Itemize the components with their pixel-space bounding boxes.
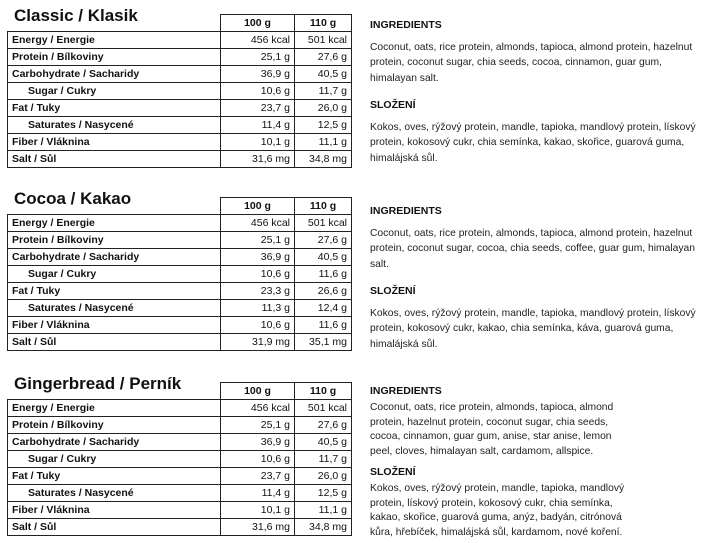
value-100g: 23,7 g bbox=[221, 100, 295, 117]
ingredients-text: Coconut, oats, rice protein, almonds, tapioca, almond protein, hazelnut protein, coconut sugar, chia seeds, cocoa, cinnamon, guar gum, anise, star anise, lemon peel, cloves, himalayan salt, cardamom, allspice. bbox=[370, 401, 614, 458]
value-110g: 11,1 g bbox=[295, 134, 352, 151]
column-100g: 100 g bbox=[221, 383, 295, 400]
row-label: Protein / Bílkoviny bbox=[8, 417, 221, 434]
product-title: Classic / Klasik bbox=[14, 6, 138, 25]
value-110g: 12,4 g bbox=[295, 300, 352, 317]
product-title: Gingerbread / Perník bbox=[14, 374, 182, 393]
table-row bbox=[8, 134, 352, 151]
column-100g: 100 g bbox=[221, 15, 295, 32]
ingredients-heading: INGREDIENTS bbox=[370, 19, 442, 31]
value-110g: 12,5 g bbox=[295, 117, 352, 134]
row-label: Sugar / Cukry bbox=[8, 451, 221, 468]
table-row bbox=[8, 317, 352, 334]
value-110g: 27,6 g bbox=[295, 49, 352, 66]
table-row bbox=[8, 434, 352, 451]
table-row bbox=[8, 215, 352, 232]
value-100g: 31,6 mg bbox=[221, 151, 295, 168]
value-110g: 501 kcal bbox=[295, 400, 352, 417]
table-row bbox=[8, 300, 352, 317]
ingredients-heading: INGREDIENTS bbox=[370, 205, 442, 217]
ingredients-block bbox=[370, 384, 626, 541]
column-100g: 100 g bbox=[221, 198, 295, 215]
product-cocoa bbox=[0, 183, 711, 363]
value-100g: 25,1 g bbox=[221, 49, 295, 66]
row-label: Fiber / Vláknina bbox=[8, 502, 221, 519]
row-label: Energy / Energie bbox=[8, 400, 221, 417]
row-label: Energy / Energie bbox=[8, 215, 221, 232]
value-110g: 11,7 g bbox=[295, 83, 352, 100]
ingredients-block bbox=[370, 18, 705, 166]
table-row bbox=[8, 66, 352, 83]
table-row bbox=[8, 417, 352, 434]
row-label: Protein / Bílkoviny bbox=[8, 49, 221, 66]
row-label: Fat / Tuky bbox=[8, 468, 221, 485]
row-label: Salt / Sůl bbox=[8, 151, 221, 168]
value-100g: 10,6 g bbox=[221, 451, 295, 468]
value-110g: 26,0 g bbox=[295, 100, 352, 117]
value-110g: 40,5 g bbox=[295, 434, 352, 451]
table-row bbox=[8, 502, 352, 519]
value-110g: 40,5 g bbox=[295, 249, 352, 266]
value-110g: 27,6 g bbox=[295, 417, 352, 434]
value-100g: 456 kcal bbox=[221, 32, 295, 49]
value-100g: 10,6 g bbox=[221, 83, 295, 100]
row-label: Fat / Tuky bbox=[8, 283, 221, 300]
value-100g: 456 kcal bbox=[221, 400, 295, 417]
value-110g: 12,5 g bbox=[295, 485, 352, 502]
row-label: Carbohydrate / Sacharidy bbox=[8, 66, 221, 83]
row-label: Fat / Tuky bbox=[8, 100, 221, 117]
slozeni-text: Kokos, oves, rýžový protein, mandle, tapioka, mandlový protein, lískový protein, kokosový cukr, chia semínka, kakao, skořice, guarová guma, himalájská sůl. bbox=[370, 121, 696, 164]
row-label: Carbohydrate / Sacharidy bbox=[8, 249, 221, 266]
value-100g: 11,4 g bbox=[221, 485, 295, 502]
table-header-row bbox=[8, 198, 352, 215]
slozeni-heading: SLOŽENÍ bbox=[370, 99, 416, 111]
nutrition-table bbox=[7, 197, 352, 351]
table-row bbox=[8, 117, 352, 134]
table-header-row bbox=[8, 383, 352, 400]
value-100g: 31,6 mg bbox=[221, 519, 295, 536]
nutrition-table bbox=[7, 14, 352, 168]
value-110g: 35,1 mg bbox=[295, 334, 352, 351]
slozeni-text: Kokos, oves, rýžový protein, mandle, tapioka, mandlový protein, lískový protein, kokosový cukr, chia semínka, kakao, skořice, guarová guma, anýz, badyán, citrónová kůra, hřebíček, himalájská sůl, kardamom, nové koření. bbox=[370, 482, 625, 539]
value-100g: 10,6 g bbox=[221, 317, 295, 334]
value-100g: 23,7 g bbox=[221, 468, 295, 485]
value-110g: 26,0 g bbox=[295, 468, 352, 485]
product-classic bbox=[0, 0, 711, 180]
table-row bbox=[8, 232, 352, 249]
value-110g: 501 kcal bbox=[295, 215, 352, 232]
value-110g: 27,6 g bbox=[295, 232, 352, 249]
row-label: Fiber / Vláknina bbox=[8, 317, 221, 334]
row-label: Sugar / Cukry bbox=[8, 83, 221, 100]
table-row bbox=[8, 485, 352, 502]
product-title: Cocoa / Kakao bbox=[14, 189, 132, 208]
value-100g: 11,4 g bbox=[221, 117, 295, 134]
row-label: Saturates / Nasycené bbox=[8, 117, 221, 134]
product-gingerbread bbox=[0, 366, 711, 543]
column-110g: 110 g bbox=[295, 383, 352, 400]
value-100g: 25,1 g bbox=[221, 232, 295, 249]
table-row bbox=[8, 83, 352, 100]
row-label: Protein / Bílkoviny bbox=[8, 232, 221, 249]
row-label: Salt / Sůl bbox=[8, 519, 221, 536]
column-110g: 110 g bbox=[295, 15, 352, 32]
row-label: Energy / Energie bbox=[8, 32, 221, 49]
row-label: Carbohydrate / Sacharidy bbox=[8, 434, 221, 451]
row-label: Sugar / Cukry bbox=[8, 266, 221, 283]
value-100g: 36,9 g bbox=[221, 434, 295, 451]
table-row bbox=[8, 266, 352, 283]
table-row bbox=[8, 334, 352, 351]
table-row bbox=[8, 49, 352, 66]
row-label: Fiber / Vláknina bbox=[8, 134, 221, 151]
table-row bbox=[8, 400, 352, 417]
value-110g: 11,6 g bbox=[295, 317, 352, 334]
value-110g: 11,7 g bbox=[295, 451, 352, 468]
row-label: Saturates / Nasycené bbox=[8, 300, 221, 317]
column-110g: 110 g bbox=[295, 198, 352, 215]
slozeni-heading: SLOŽENÍ bbox=[370, 465, 416, 478]
value-100g: 25,1 g bbox=[221, 417, 295, 434]
value-110g: 34,8 mg bbox=[295, 519, 352, 536]
ingredients-text: Coconut, oats, rice protein, almonds, tapioca, almond protein, hazelnut protein, coconut sugar, chia seeds, cocoa, cinnamon, guar gum, himalayan salt. bbox=[370, 41, 693, 84]
row-label: Salt / Sůl bbox=[8, 334, 221, 351]
value-100g: 11,3 g bbox=[221, 300, 295, 317]
slozeni-heading: SLOŽENÍ bbox=[370, 285, 416, 297]
slozeni-text: Kokos, oves, rýžový protein, mandle, tapioka, mandlový protein, lískový protein, kokosový cukr, kakao, chia semínka, káva, guarová guma, himalájská sůl. bbox=[370, 307, 696, 350]
table-row bbox=[8, 249, 352, 266]
value-110g: 501 kcal bbox=[295, 32, 352, 49]
value-110g: 40,5 g bbox=[295, 66, 352, 83]
value-110g: 11,6 g bbox=[295, 266, 352, 283]
ingredients-block bbox=[370, 204, 708, 352]
value-100g: 36,9 g bbox=[221, 249, 295, 266]
table-row bbox=[8, 32, 352, 49]
row-label: Saturates / Nasycené bbox=[8, 485, 221, 502]
ingredients-heading: INGREDIENTS bbox=[370, 385, 442, 397]
value-100g: 10,1 g bbox=[221, 134, 295, 151]
value-100g: 10,6 g bbox=[221, 266, 295, 283]
table-row bbox=[8, 100, 352, 117]
table-row bbox=[8, 468, 352, 485]
table-row bbox=[8, 151, 352, 168]
value-100g: 23,3 g bbox=[221, 283, 295, 300]
value-100g: 456 kcal bbox=[221, 215, 295, 232]
table-row bbox=[8, 519, 352, 536]
table-header-row bbox=[8, 15, 352, 32]
value-100g: 31,9 mg bbox=[221, 334, 295, 351]
value-110g: 34,8 mg bbox=[295, 151, 352, 168]
value-110g: 26,6 g bbox=[295, 283, 352, 300]
value-110g: 11,1 g bbox=[295, 502, 352, 519]
value-100g: 36,9 g bbox=[221, 66, 295, 83]
table-row bbox=[8, 451, 352, 468]
nutrition-table bbox=[7, 382, 352, 536]
table-row bbox=[8, 283, 352, 300]
value-100g: 10,1 g bbox=[221, 502, 295, 519]
ingredients-text: Coconut, oats, rice protein, almonds, tapioca, almond protein, hazelnut protein, coconut sugar, cocoa, chia seeds, coffee, guar gum, himalayan salt. bbox=[370, 227, 695, 270]
